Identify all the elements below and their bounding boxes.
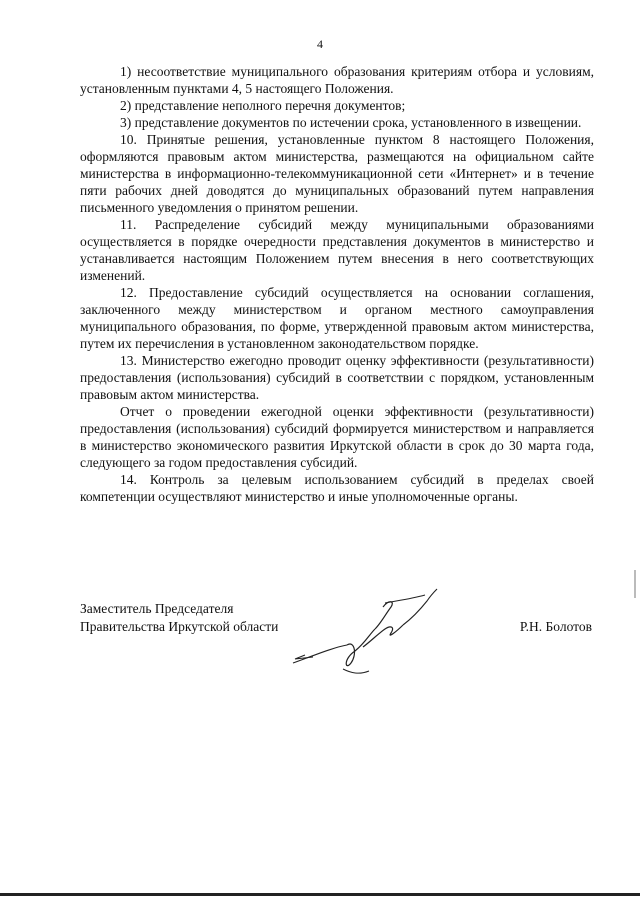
page-bottom-edge bbox=[0, 893, 640, 896]
signer-position-line-2: Правительства Иркутской области bbox=[80, 619, 279, 634]
paragraph: 3) представление документов по истечении срока, установленного в извещении. bbox=[120, 115, 582, 130]
paragraph: 2) представление неполного перечня документов; bbox=[120, 98, 406, 113]
paragraph: 10. Принятые решения, установленные пунктом 8 настоящего Положения, оформляются правовым актом министерства, размещаются на официальном сайте министерства в информационно-телекоммуникационной сети «Интернет» и в течение пяти рабочих дней доводятся до муниципальных образований путем направления письменного уведомления о принятом решении. bbox=[80, 132, 594, 215]
signer-position-line-1: Заместитель Председателя bbox=[80, 601, 234, 616]
paragraph: 12. Предоставление субсидий осуществляется на основании соглашения, заключенного между министерством и органом местного самоуправления муниципального образования, по форме, утвержденной правовым актом министерства, путем их перечисления в установленном законодательством порядке. bbox=[80, 285, 594, 351]
paragraph: 13. Министерство ежегодно проводит оценку эффективности (результативности) предоставления (использования) субсидий в соответствии с порядком, установленным правовым актом министерства. bbox=[80, 353, 594, 402]
document-body bbox=[80, 63, 594, 505]
handwritten-signature-icon bbox=[285, 585, 445, 680]
paragraph: 1) несоответствие муниципального образования критериям отбора и условиям, установленным пунктами 4, 5 настоящего Положения. bbox=[80, 64, 594, 96]
paragraph: 14. Контроль за целевым использованием субсидий в пределах своей компетенции осуществляют министерство и иные уполномоченные органы. bbox=[80, 472, 594, 504]
paragraph: Отчет о проведении ежегодной оценки эффективности (результативности) предоставления (использования) субсидий формируется министерством и направляется в министерство экономического развития Иркутской области в срок до 30 марта года, следующего за годом предоставления субсидий. bbox=[80, 404, 594, 470]
signer-name: Р.Н. Болотов bbox=[519, 619, 592, 634]
scan-artifact bbox=[634, 570, 636, 598]
paragraph: 11. Распределение субсидий между муниципальными образованиями осуществляется в порядке очередности представления документов в министерство и устанавливается настоящим Положением путем внесения в него соответствующих изменений. bbox=[80, 217, 594, 283]
page-number: 4 bbox=[317, 37, 323, 51]
